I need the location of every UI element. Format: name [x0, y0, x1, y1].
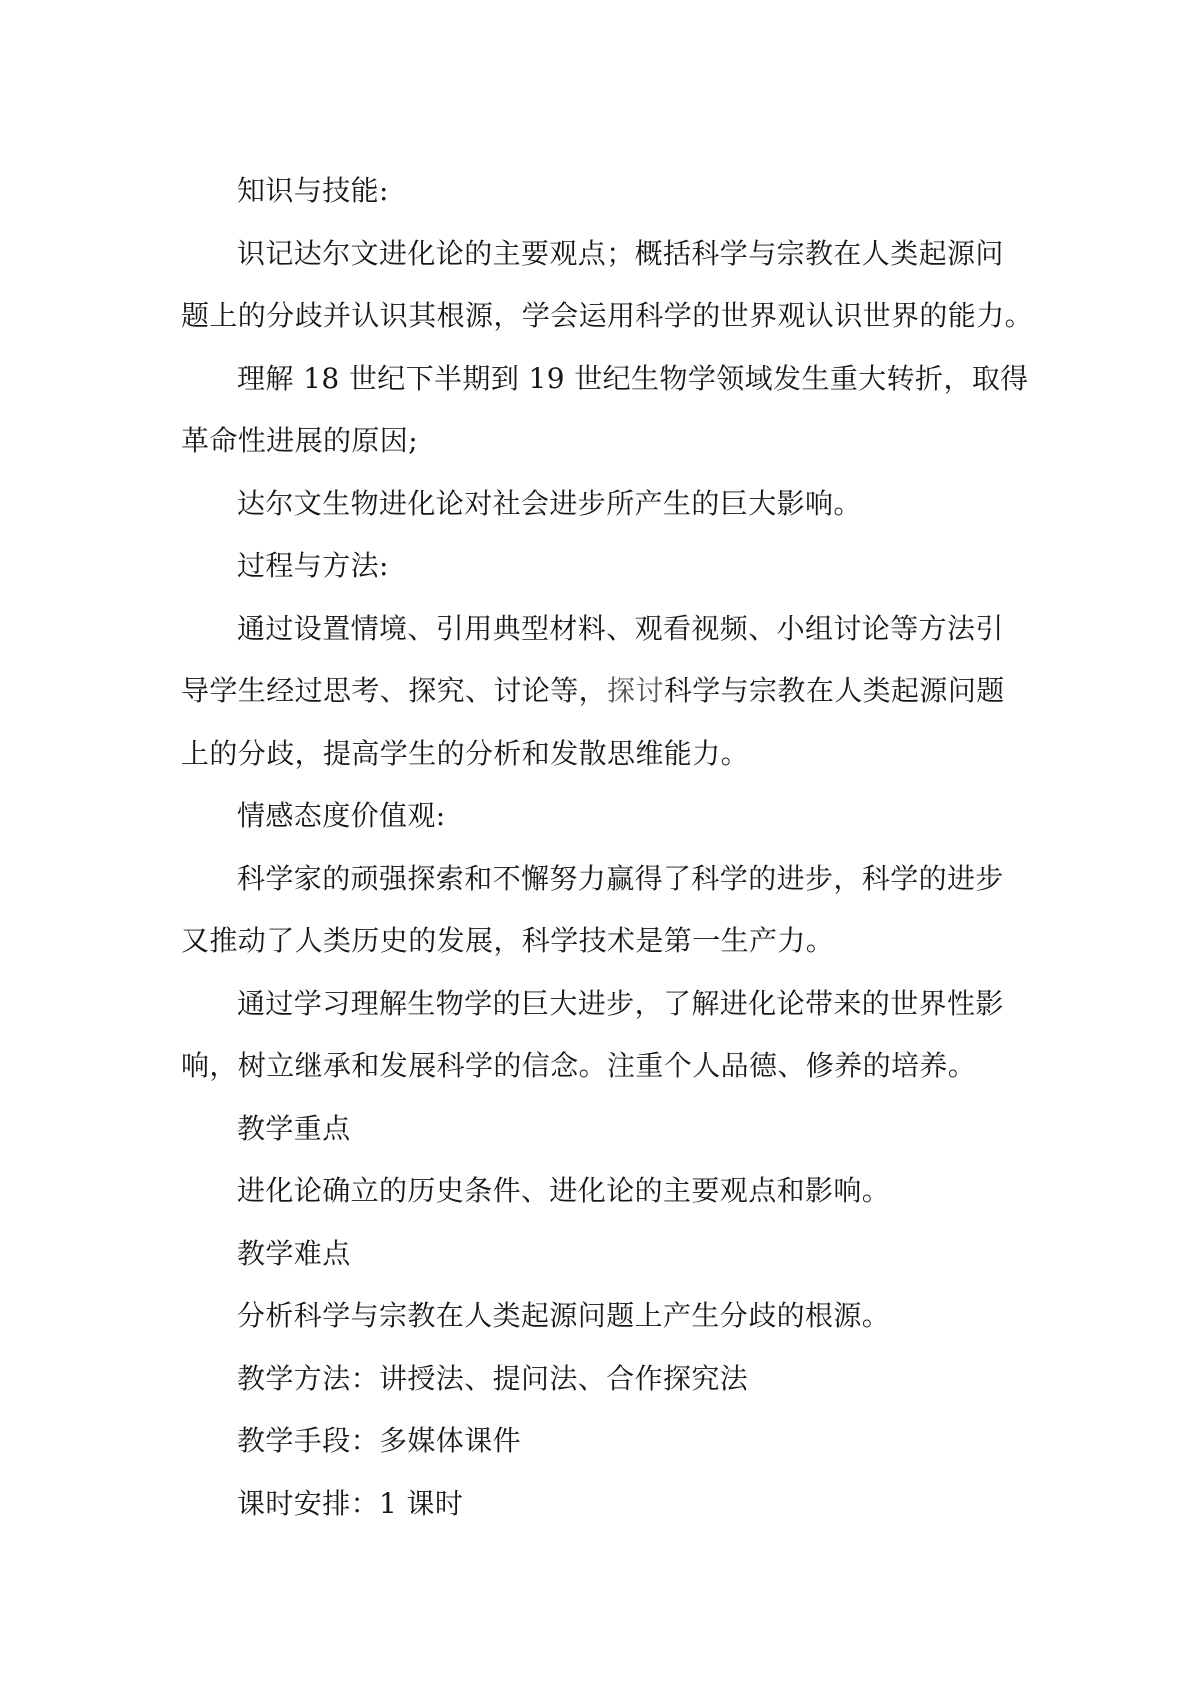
paragraph-line: 达尔文生物进化论对社会进步所产生的巨大影响。	[237, 486, 862, 520]
paragraph-line: 教学难点	[237, 1236, 351, 1270]
paragraph-teaching-difficulty	[181, 1285, 1018, 1348]
paragraph-line: 教学重点	[237, 1111, 351, 1145]
heading-teaching-difficulty	[181, 1223, 1018, 1286]
paragraph-line-segment: 导学生经过思考、探究、讨论等，	[181, 674, 608, 707]
paragraph-line: 识记达尔文进化论的主要观点；概括科学与宗教在人类起源问	[237, 236, 1004, 270]
paragraph-teaching-methods	[181, 1348, 1018, 1411]
paragraph-line: 通过设置情境、引用典型材料、观看视频、小组讨论等方法引	[237, 611, 1004, 645]
paragraph-line: 情感态度价值观:	[237, 799, 446, 832]
paragraph-line: 知识与技能:	[237, 174, 389, 207]
paragraph-learning-biology	[181, 973, 1018, 1098]
paragraph-line: 分析科学与宗教在人类起源问题上产生分歧的根源。	[237, 1299, 891, 1332]
paragraph-scientists	[181, 848, 1018, 973]
paragraph-line: 科学家的顽强探索和不懈努力赢得了科学的进步，科学的进步	[237, 861, 1004, 895]
paragraph-biology-turning-point	[181, 348, 1029, 473]
paragraph-line: 理解 18 世纪下半期到 19 世纪生物学领域发生重大转折，取得	[237, 361, 1029, 395]
heading-values	[181, 785, 1018, 848]
paragraph-methods-line-2	[181, 660, 1018, 723]
paragraph-line: 课时安排：1 课时	[237, 1486, 464, 1520]
heading-process-method	[181, 535, 1018, 598]
paragraph-line-segment: 科学与宗教在人类起源问题	[663, 674, 1005, 707]
paragraph-line: 革命性进展的原因;	[181, 424, 419, 457]
paragraph-social-impact	[181, 473, 1018, 536]
heading-teaching-focus	[181, 1098, 1018, 1161]
paragraph-line: 响，树立继承和发展科学的信念。注重个人品德、修养的培养。	[181, 1049, 977, 1082]
paragraph-line: 上的分歧，提高学生的分析和发散思维能力。	[181, 736, 750, 770]
paragraph-line: 进化论确立的历史条件、进化论的主要观点和影响。	[237, 1174, 891, 1207]
paragraph-line: 教学手段：多媒体课件	[237, 1424, 522, 1457]
paragraph-line-segment: 探讨	[607, 674, 664, 707]
paragraph-teaching-means	[181, 1410, 1018, 1473]
paragraph-methods-line-3	[181, 723, 1018, 786]
paragraph-line: 过程与方法:	[237, 549, 389, 582]
paragraph-teaching-focus	[181, 1160, 1018, 1223]
paragraph-line: 又推动了人类历史的发展，科学技术是第一生产力。	[181, 924, 835, 957]
paragraph-line: 通过学习理解生物学的巨大进步，了解进化论带来的世界性影	[237, 986, 1004, 1020]
paragraph-methods-line-1	[181, 598, 1018, 661]
paragraph-line: 题上的分歧并认识其根源，学会运用科学的世界观认识世界的能力。	[181, 299, 1034, 332]
paragraph-line: 教学方法：讲授法、提问法、合作探究法	[237, 1361, 749, 1395]
paragraph-darwin-viewpoints	[181, 223, 1034, 348]
heading-knowledge-skills	[181, 160, 1018, 223]
paragraph-class-hours	[181, 1473, 1018, 1536]
document-body	[181, 160, 1034, 1535]
